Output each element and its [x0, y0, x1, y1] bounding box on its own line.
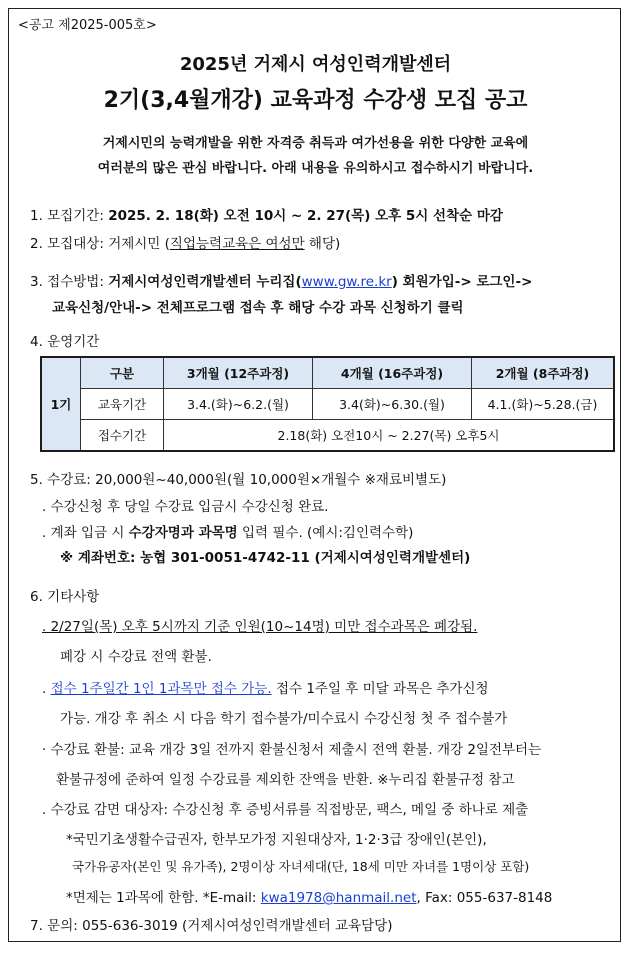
- section-6-bullet-2-rest: 접수 1주일 후 미달 과목은 추가신청: [271, 681, 489, 697]
- email-link[interactable]: kwa1978@hanmail.net: [260, 890, 417, 906]
- section-5-bullet-1: . 수강신청 후 당일 수강료 입금시 수강신청 완료.: [42, 499, 329, 515]
- section-6-bullet-3-cont: 환불규정에 준하여 일정 수강료를 제외한 잔액을 반환. ※누리집 환불규정 참고: [56, 772, 515, 788]
- section-7-text: 055-636-3019 (거제시여성인력개발센터 교육담당): [82, 918, 393, 934]
- section-5-bullet-2: [42, 521, 413, 541]
- schedule-table: [40, 356, 615, 452]
- notice-number: <공고 제2025-005호>: [18, 18, 157, 33]
- section-5-bullet-2-pre: . 계좌 입금 시: [42, 525, 129, 541]
- reg-period-value: 2.18(화) 오전10시 ~ 2.27(목) 오후5시: [164, 420, 615, 452]
- section-2-post: 해당): [304, 236, 341, 252]
- term-cell: 1기: [41, 357, 81, 451]
- section-6-bullet-3: · 수강료 환불: 교육 개강 3일 전까지 환불신청서 제출시 전액 환불. 개강 2일전부터는: [42, 742, 542, 758]
- account-number: ※ 계좌번호: 농협 301-0051-4742-11 (거제시여성인력개발센터): [60, 550, 471, 566]
- exemption-line-1: *국민기초생활수급권자, 한부모가정 지원대상자, 1·2·3급 장애인(본인),: [66, 832, 487, 848]
- section-5-text: 20,000원~40,000원(월 10,000원×개월수 ※재료비별도): [95, 472, 447, 488]
- reg-period-label: 접수기간: [81, 420, 164, 452]
- section-6-label: 6. 기타사항: [30, 589, 100, 605]
- section-3: [30, 270, 532, 290]
- edu-period-label: 교육기간: [81, 389, 164, 420]
- header-3-month: 3개월 (12주과정): [164, 357, 313, 389]
- section-5: [30, 468, 446, 488]
- title-line-2: 2기(3,4월개강) 교육과정 수강생 모집 공고: [103, 88, 528, 113]
- edu-period-3-month: 3.4.(화)~6.2.(월): [164, 389, 313, 420]
- section-6-bullet-2-cont: 가능. 개강 후 취소 시 다음 학기 접수불가/미수료시 수강신청 첫 주 접수불가: [60, 711, 508, 727]
- section-5-label: 5. 수강료:: [30, 472, 91, 488]
- exemption-line-3-pre: *면제는 1과목에 한함. *E-mail:: [66, 890, 261, 906]
- exemption-line-2: 국가유공자(본인 및 유가족), 2명이상 자녀세대(단, 18세 미만 자녀를 1명이상 포함): [72, 859, 530, 874]
- section-1-text: 2025. 2. 18(화) 오전 10시 ~ 2. 27(목) 오후 5시 선착순 마감: [108, 208, 503, 224]
- section-3-line-2: 교육신청/안내-> 전체프로그램 접속 후 해당 수강 과목 신청하기 클릭: [52, 300, 464, 316]
- header-category: 구분: [81, 357, 164, 389]
- section-1: [30, 204, 503, 224]
- section-2-label: 2. 모집대상:: [30, 236, 104, 252]
- section-2: [30, 232, 340, 252]
- section-4-label: 4. 운영기간: [30, 334, 100, 350]
- section-3-b: ) 회원가입-> 로그인->: [391, 274, 533, 290]
- section-6-bullet-1: . 2/27일(목) 오후 5시까지 기준 인원(10~14명) 미만 접수과목은 폐강됨.: [42, 619, 478, 635]
- header-2-month: 2개월 (8주과정): [472, 357, 615, 389]
- intro-line-1: 거제시민의 능력개발을 위한 자격증 취득과 여가선용을 위한 다양한 교육에: [102, 136, 529, 151]
- edu-period-2-month: 4.1.(화)~5.28.(금): [472, 389, 615, 420]
- exemption-line-3-post: , Fax: 055-637-8148: [416, 890, 553, 906]
- section-6-bullet-2: [42, 677, 489, 697]
- section-5-bullet-2-bold: 수강자명과 과목명: [128, 525, 238, 541]
- edu-period-4-month: 3.4(화)~6.30.(월): [313, 389, 472, 420]
- section-5-bullet-2-post: 입력 필수. (예시:김인력수학): [237, 525, 414, 541]
- section-7-label: 7. 문의:: [30, 918, 78, 934]
- intro-line-2: 여러분의 많은 관심 바랍니다. 아래 내용을 유의하시고 접수하시기 바랍니다.: [97, 161, 534, 176]
- section-6-bullet-2-dot: .: [42, 681, 47, 697]
- exemption-line-3: [66, 886, 552, 906]
- section-3-label: 3. 접수방법:: [30, 274, 104, 290]
- section-2-pre: 거제시민 (: [108, 236, 170, 252]
- section-6-bullet-2-highlight: 접수 1주일간 1인 1과목만 접수 가능.: [50, 681, 272, 697]
- section-6-bullet-1-cont: 폐강 시 수강료 전액 환불.: [60, 649, 212, 665]
- section-7: [30, 914, 392, 934]
- header-4-month: 4개월 (16주과정): [313, 357, 472, 389]
- section-6-bullet-4: . 수강료 감면 대상자: 수강신청 후 증빙서류를 직접방문, 팩스, 메일 중 하나로 제출: [42, 802, 529, 818]
- section-2-underlined: 직업능력교육은 여성만: [169, 236, 305, 252]
- website-link[interactable]: www.gw.re.kr: [301, 274, 392, 290]
- section-1-label: 1. 모집기간:: [30, 208, 104, 224]
- section-3-a: 거제시여성인력개발센터 누리집(: [108, 274, 302, 290]
- title-line-1: 2025년 거제시 여성인력개발센터: [179, 54, 452, 75]
